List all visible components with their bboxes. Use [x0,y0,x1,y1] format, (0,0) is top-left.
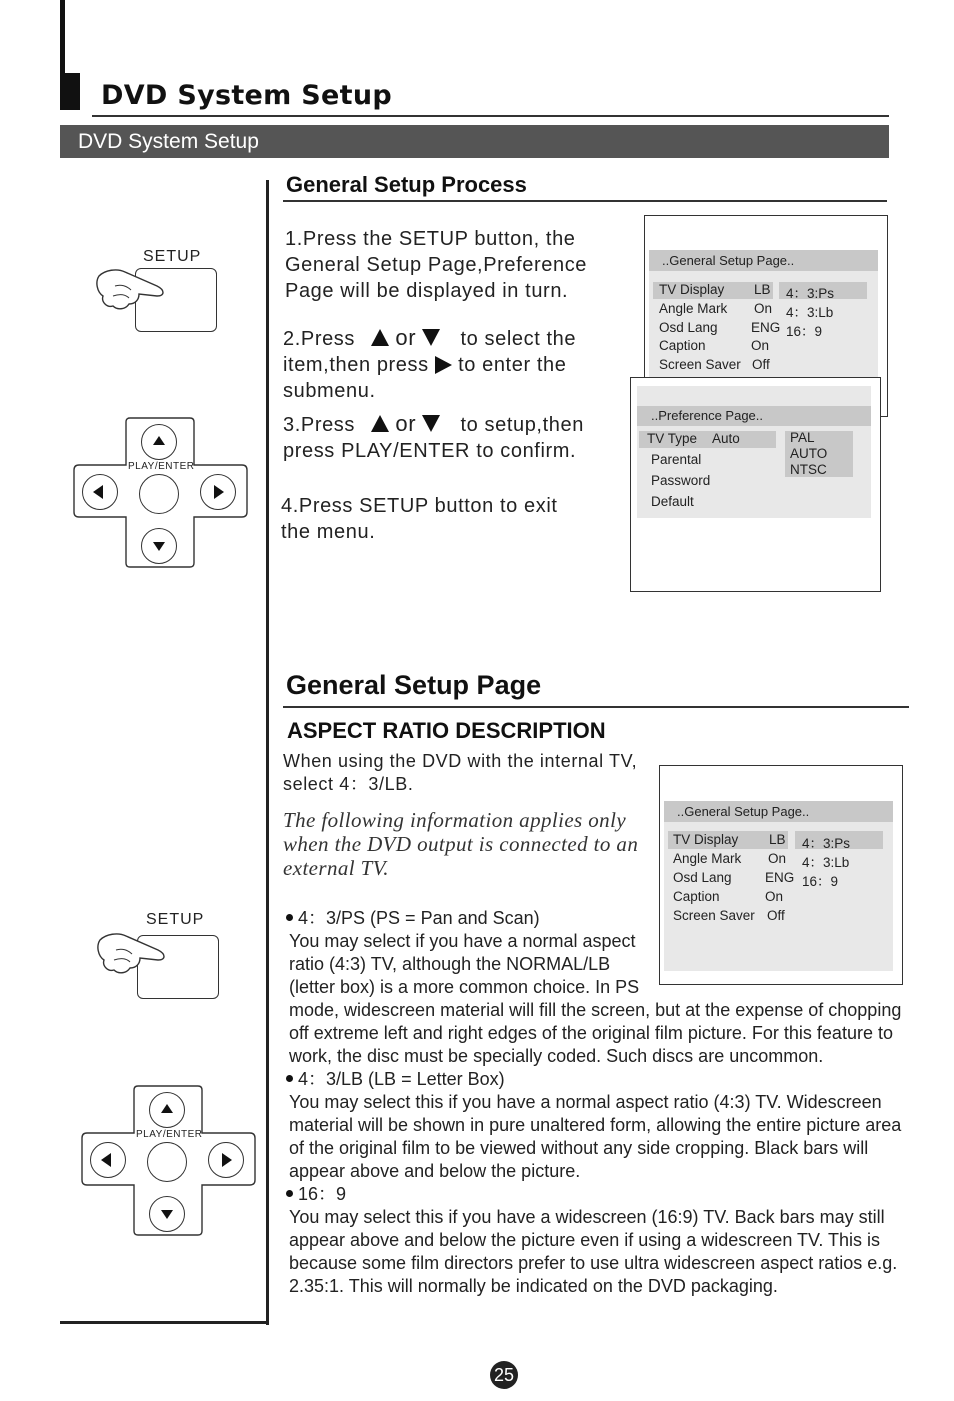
aspect-ratio-heading: ASPECT RATIO DESCRIPTION [287,718,606,743]
menu-title [664,801,893,822]
wide-title: 16：9 [298,1184,347,1204]
italic-line: when the DVD output is connected to an [283,832,639,856]
menu-title [649,250,878,271]
lb-title: 4：3/LB (LB = Letter Box) [298,1069,505,1089]
menu-title-text: ..General Setup Page.. [662,253,795,268]
up-triangle-icon [371,415,389,432]
menu-row-label: Osd Lang [673,870,732,885]
menu-row-value: ENG [765,870,795,885]
step-3-line [283,411,623,438]
menu-option: 16：9 [802,874,839,889]
ps-line: ratio (4:3) TV, although the NORMAL/LB [289,954,611,974]
step-1-line: Page will be displayed in turn. [285,280,569,302]
right-triangle-icon [435,356,452,374]
lb-title-line [286,1068,936,1091]
ps-line: (letter box) is a more common choice. In PS [289,977,640,997]
menu-option: 16：9 [786,324,823,339]
menu-row-label: Default [651,494,694,509]
center-enter-button[interactable] [147,1142,187,1182]
lb-line: appear above and below the picture. [289,1161,581,1181]
up-button[interactable] [141,424,177,460]
lb-line: of the original film to be viewed without any side cropping. Black bars will [289,1138,869,1158]
step-3 [283,411,623,464]
menu-row-value: On [765,889,784,904]
menu-row-label: Osd Lang [659,320,718,335]
menu-row-label: Caption [659,338,706,353]
step-2-line [283,325,623,352]
play-enter-label: PLAY/ENTER [128,461,195,472]
step-3-or: or [395,411,417,436]
menu-row-value: On [768,851,787,866]
step-2-text: 2.Press [283,328,356,350]
menu-row-label: Screen Saver [659,357,741,372]
ps-line: work, the disc must be specially coded. Such discs are uncommon. [289,1046,824,1066]
step-3-text: to setup,then [460,414,584,436]
ps-line: mode, widescreen material will fill the screen, but at the expense of chopping [289,1000,902,1020]
step-2-line: submenu. [283,380,376,402]
wide-title-line [286,1183,936,1206]
menu-option: 4：3:Ps [802,836,851,851]
menu-row-label: TV Display [673,832,739,847]
menu-row-value: ENG [751,320,781,335]
menu-row-value: On [754,301,773,316]
menu-row-label: Screen Saver [673,908,755,923]
down-button[interactable] [141,528,177,564]
pointing-hand-icon [96,928,176,978]
center-enter-button[interactable] [139,474,179,514]
intro-line: When using the DVD with the internal TV, [283,751,638,771]
menu-option: 4：3:Lb [802,855,850,870]
process-heading: General Setup Process [286,172,527,197]
ps-title-line [286,907,936,930]
setup-label: SETUP [146,911,205,928]
general-page-rule [283,706,909,708]
ps-line: You may select if you have a normal aspect [289,931,636,951]
bottom-rule [60,1321,269,1324]
step-3-line: press PLAY/ENTER to confirm. [283,440,577,462]
down-triangle-icon [422,415,440,432]
up-button[interactable] [149,1092,185,1128]
menu-row-value: LB [769,832,786,847]
menu-row-value: Off [767,908,785,923]
step-3-text: 3.Press [283,414,356,436]
italic-note [283,808,638,880]
down-button[interactable] [149,1196,185,1232]
menu-row-label: Angle Mark [659,301,728,316]
left-button[interactable] [90,1142,126,1178]
right-arrow-icon [222,1153,232,1167]
section-bar [60,125,889,158]
ps-title: 4：3/PS (PS = Pan and Scan) [298,908,540,928]
step-2-line [283,352,623,378]
setup-label: SETUP [143,248,202,265]
section-bar-label: DVD System Setup [78,130,259,153]
right-arrow-icon [214,485,224,499]
menu-option: PAL [790,430,815,445]
step-4-line: 4.Press SETUP button to exit [281,495,558,517]
menu-option: NTSC [790,462,827,477]
wide-line: appear above and below the picture even if using a widescreen TV. This is [289,1230,881,1250]
menu-row-label: TV Type [647,431,698,446]
menu-option: 4：3:Ps [786,286,835,301]
step-1-line: General Setup Page,Preference [285,254,588,276]
step-4 [281,493,558,545]
up-arrow-icon [161,1104,173,1113]
column-divider [266,180,269,1325]
dpad-2 [80,1083,258,1238]
preference-menu [630,377,881,592]
up-arrow-icon [153,436,165,445]
ps-line: off extreme left and right edges of the original film picture. For this feature to [289,1023,893,1043]
dpad-1 [72,415,250,570]
left-button[interactable] [82,474,118,510]
bullet-icon [286,1075,293,1082]
wide-line: 2.35:1. This will normally be indicated on the DVD packaging. [289,1276,778,1296]
menu-option: AUTO [790,446,828,461]
process-heading-rule [283,200,887,202]
down-arrow-icon [153,542,165,551]
step-1-line: 1.Press the SETUP button, the [285,228,576,250]
intro-text [283,750,637,796]
lb-line: You may select this if you have a normal aspect ratio (4:3) TV. Widescreen [289,1092,882,1112]
lb-line: material will be shown in pure unaltered form, allowing the entire picture area [289,1115,902,1135]
italic-line: The following information applies only [283,808,627,832]
menu-row-value: Off [752,357,770,372]
down-triangle-icon [422,329,440,346]
wide-line: because some film directors prefer to use ultra widescreen aspect ratios e.g. [289,1253,898,1273]
menu-row-value: LB [754,282,771,297]
menu-row-value: Auto [712,431,740,446]
step-1 [285,226,587,304]
intro-line: select 4：3/LB. [283,774,414,794]
bullet-icon [286,914,293,921]
step-2-text: item,then press [283,354,429,376]
menu-row-value: On [751,338,770,353]
step-2-text: to select the [460,328,577,350]
menu-option: 4：3:Lb [786,305,834,320]
play-enter-label: PLAY/ENTER [136,1129,203,1140]
italic-line: external TV. [283,856,389,880]
left-arrow-icon [101,1153,111,1167]
step-2-or: or [395,325,417,350]
menu-row-label: Angle Mark [673,851,742,866]
title-underline [92,115,889,117]
pointing-hand-icon [95,264,175,314]
menu-row-label: TV Display [659,282,725,297]
up-triangle-icon [371,329,389,346]
down-arrow-icon [161,1210,173,1219]
menu-title [637,406,871,426]
step-2 [283,325,623,404]
general-page-heading: General Setup Page [286,670,542,700]
left-arrow-icon [93,485,103,499]
menu-row-label: Parental [651,452,702,467]
right-button[interactable] [208,1142,244,1178]
menu-row-label: Password [651,473,711,488]
right-button[interactable] [200,474,236,510]
page-title: DVD System Setup [101,80,393,111]
menu-row-label: Caption [673,889,720,904]
menu-title-text: ..General Setup Page.. [677,804,810,819]
menu-title-text: ..Preference Page.. [651,408,764,423]
wide-line: You may select this if you have a widescreen (16:9) TV. Back bars may still [289,1207,885,1227]
page-number-badge [490,1361,518,1389]
page-number: 25 [493,1365,515,1385]
step-4-line: the menu. [281,521,376,543]
step-2-text: to enter the [458,354,567,376]
header-block [60,73,80,110]
bullet-icon [286,1190,293,1197]
aspect-descriptions [286,907,936,1298]
